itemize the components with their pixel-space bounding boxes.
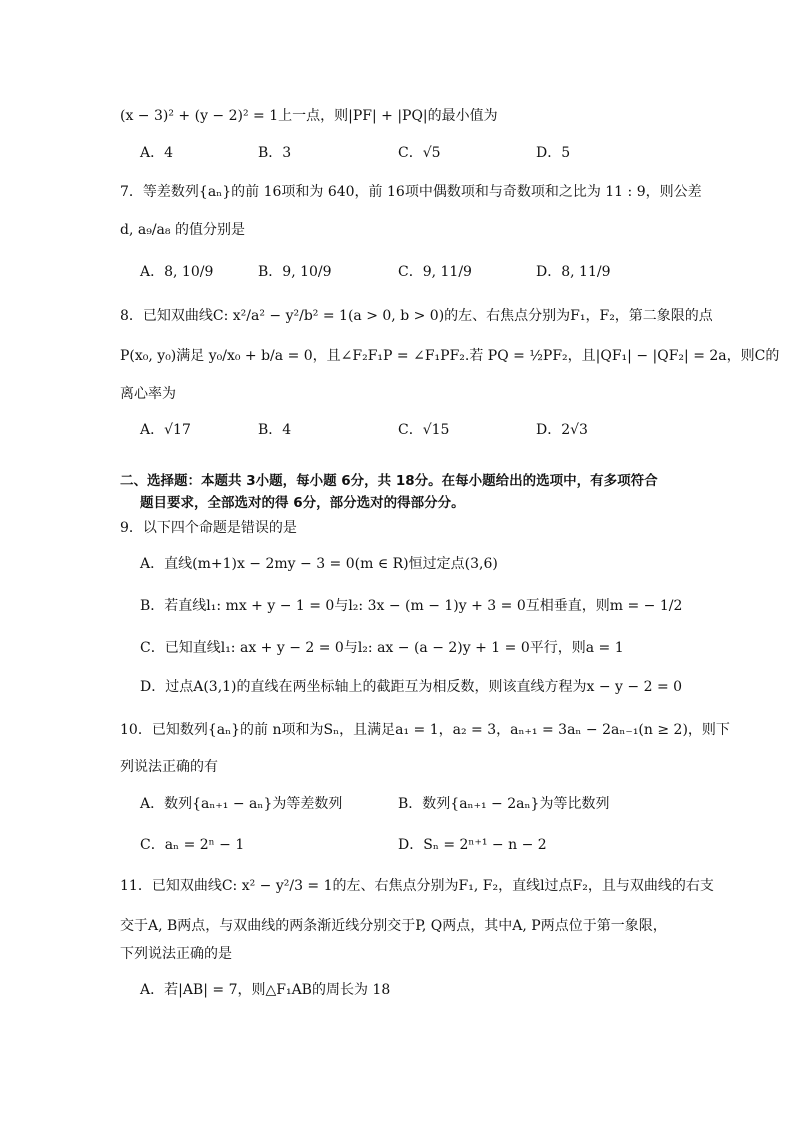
q7-stem-line1: 7．等差数列{aₙ}的前 16项和为 640，前 16项中偶数项和与奇数项和之比为 11 : 9，则公差: [120, 184, 702, 200]
q11-stem-line1: 11．已知双曲线C: x² − y²/3 = 1的左、右焦点分别为F₁, F₂，直线l过点F₂，且与双曲线的右支: [120, 878, 714, 894]
q8-stem-line3: 离心率为: [120, 386, 176, 402]
q6-option-c: C．√5: [398, 145, 441, 161]
q9-option-b: B．若直线l₁: mx + y − 1 = 0与l₂: 3x − (m − 1)y + 3 = 0互相垂直，则m = − 1/2: [140, 598, 683, 614]
q7-option-d: D．8, 11/9: [536, 264, 611, 280]
section-2-heading: [120, 470, 680, 514]
q10-stem-line2: 列说法正确的有: [120, 759, 218, 775]
q10-option-d: D．Sₙ = 2ⁿ⁺¹ − n − 2: [398, 837, 547, 853]
q7-option-c: C．9, 11/9: [398, 264, 472, 280]
q7-option-b: B．9, 10/9: [258, 264, 332, 280]
q8-stem-line1: 8．已知双曲线C: x²/a² − y²/b² = 1(a > 0, b > 0)的左、右焦点分别为F₁，F₂，第二象限的点: [120, 308, 713, 324]
q9-option-c: C．已知直线l₁: ax + y − 2 = 0与l₂: ax − (a − 2)y + 1 = 0平行，则a = 1: [140, 640, 624, 656]
q10-stem-line1: 10．已知数列{aₙ}的前 n项和为Sₙ，且满足a₁ = 1，a₂ = 3，aₙ₊₁ = 3aₙ − 2aₙ₋₁(n ≥ 2)，则下: [120, 722, 730, 738]
q6-option-a: A．4: [140, 145, 174, 161]
q6-option-b: B．3: [258, 145, 292, 161]
q8-option-a: A．√17: [140, 422, 191, 438]
q7-option-a: A．8, 10/9: [140, 264, 214, 280]
q8-option-b: B．4: [258, 422, 292, 438]
q9-option-d: D．过点A(3,1)的直线在两坐标轴上的截距互为相反数，则该直线方程为x − y − 2 = 0: [140, 679, 683, 695]
q11-stem-line3: 下列说法正确的是: [120, 946, 232, 962]
section-2-heading-line2: 题目要求，全部选对的得 6分，部分选对的得部分分。: [140, 495, 465, 511]
q6-stem-tail: (x − 3)² + (y − 2)² = 1上一点，则|PF| + |PQ|的最小值为: [120, 108, 498, 124]
q6-option-d: D．5: [536, 145, 571, 161]
q8-option-d: D．2√3: [536, 422, 588, 438]
q7-stem-line2: d, a₉/a₈ 的值分别是: [120, 222, 245, 238]
q10-option-c: C．aₙ = 2ⁿ − 1: [140, 837, 245, 853]
q9-option-a: A．直线(m+1)x − 2my − 3 = 0(m ∈ R)恒过定点(3,6): [140, 556, 498, 572]
q11-option-a: A．若|AB| = 7，则△F₁AB的周长为 18: [140, 982, 391, 998]
q10-option-b: B．数列{aₙ₊₁ − 2aₙ}为等比数列: [398, 796, 610, 812]
q8-stem-line2: P(x₀, y₀)满足 y₀/x₀ + b/a = 0，且∠F₂F₁P = ∠F₁PF₂.若 PQ = ½PF₂，且|QF₁| − |QF₂| = 2a，则C的: [120, 348, 780, 364]
section-2-heading-line1: 二、选择题：本题共 3小题，每小题 6分，共 18分。在每小题给出的选项中，有多项符合: [120, 473, 658, 489]
q11-stem-line2: 交于A, B两点，与双曲线的两条渐近线分别交于P, Q两点，其中A, P两点位于第一象限，: [120, 918, 667, 934]
q8-option-c: C．√15: [398, 422, 450, 438]
q9-stem: 9．以下四个命题是错误的是: [120, 520, 297, 536]
q10-option-a: A．数列{aₙ₊₁ − aₙ}为等差数列: [140, 796, 343, 812]
